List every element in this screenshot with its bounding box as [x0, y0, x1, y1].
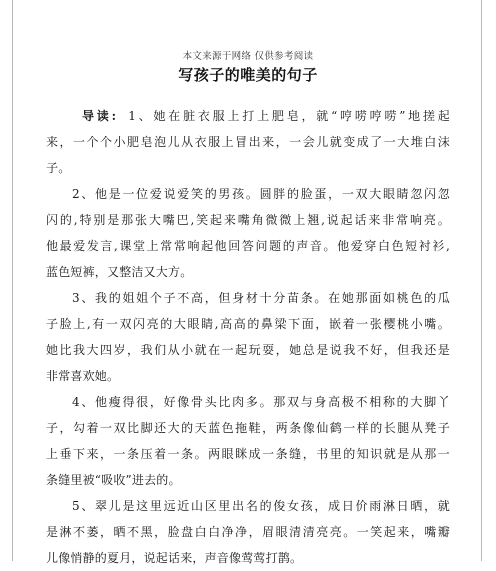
paragraph — [46, 493, 450, 571]
paragraph-line — [46, 103, 450, 129]
paragraph-line: 2、他是一位爱说爱笑的男孩。圆胖的脸蛋，一双大眼睛忽闪忽 — [72, 187, 450, 201]
article-body — [46, 103, 450, 571]
paragraph-line: 是淋不萎，晒不黑，脸盘白白净净，眉眼清清亮亮。一笑起来，嘴瓣 — [46, 525, 450, 539]
source-note: 本文来源于网络 仅供参考阅读 — [182, 51, 314, 62]
paragraph-line: 子。 — [46, 161, 71, 175]
paragraph-line: 条缝里被“吸收”进去的。 — [46, 473, 181, 487]
paragraph-line: 他最爱发言,课堂上常常响起他回答问题的声音。他爱穿白色短衬衫, — [46, 239, 450, 253]
paragraph-line: 来，一个个小肥皂泡儿从衣服上冒出来，一会儿就变成了一大堆白沫 — [46, 135, 450, 149]
intro-paragraph — [46, 103, 450, 181]
paragraph-line: 子，勾着一双比脚还大的天蓝色拖鞋，两条像仙鹤一样的长腿从凳子 — [46, 421, 450, 435]
paragraph-line: 非常喜欢她。 — [46, 369, 120, 383]
paragraph-line: 上垂下来，一条压着一条。两眼眯成一条缝，书里的知识就是从那一 — [46, 447, 450, 461]
lead-label: 导读: — [82, 109, 117, 123]
page-title: 写孩子的唯美的句子 — [178, 66, 318, 84]
paragraph — [46, 181, 450, 285]
paragraph — [46, 389, 450, 493]
paragraph-line: 儿像悄静的夏月，说起话来，声音像莺莺打鹊。 — [46, 551, 303, 565]
paragraph-line: 她比我大四岁，我们从小就在一起玩耍，她总是说我不好，但我还是 — [46, 343, 450, 357]
paragraph-line: 闪的,特别是那张大嘴巴,笑起来嘴角微微上翘,说起话来非常响亮。 — [46, 213, 450, 227]
paragraph-line: 蓝色短裤，又整洁又大方。 — [46, 265, 193, 279]
paragraph — [46, 285, 450, 389]
paragraph-line: 子脸上,有一双闪亮的大眼睛,高高的鼻梁下面，嵌着一张樱桃小嘴。 — [46, 317, 450, 331]
paragraph-line: 5、翠儿是这里远近山区里出名的俊女孩，成日价雨淋日晒，就 — [72, 499, 450, 513]
line-text: 1、她在脏衣服上打上肥皂，就“哼唠哼唠”地搓起 — [128, 109, 450, 123]
paragraph-line: 4、他瘦得很，好像骨头比肉多。那双与身高极不相称的大脚丫 — [72, 395, 450, 409]
paragraph-line: 3、我的姐姐个子不高，但身材十分苗条。在她那面如桃色的瓜 — [72, 291, 450, 305]
